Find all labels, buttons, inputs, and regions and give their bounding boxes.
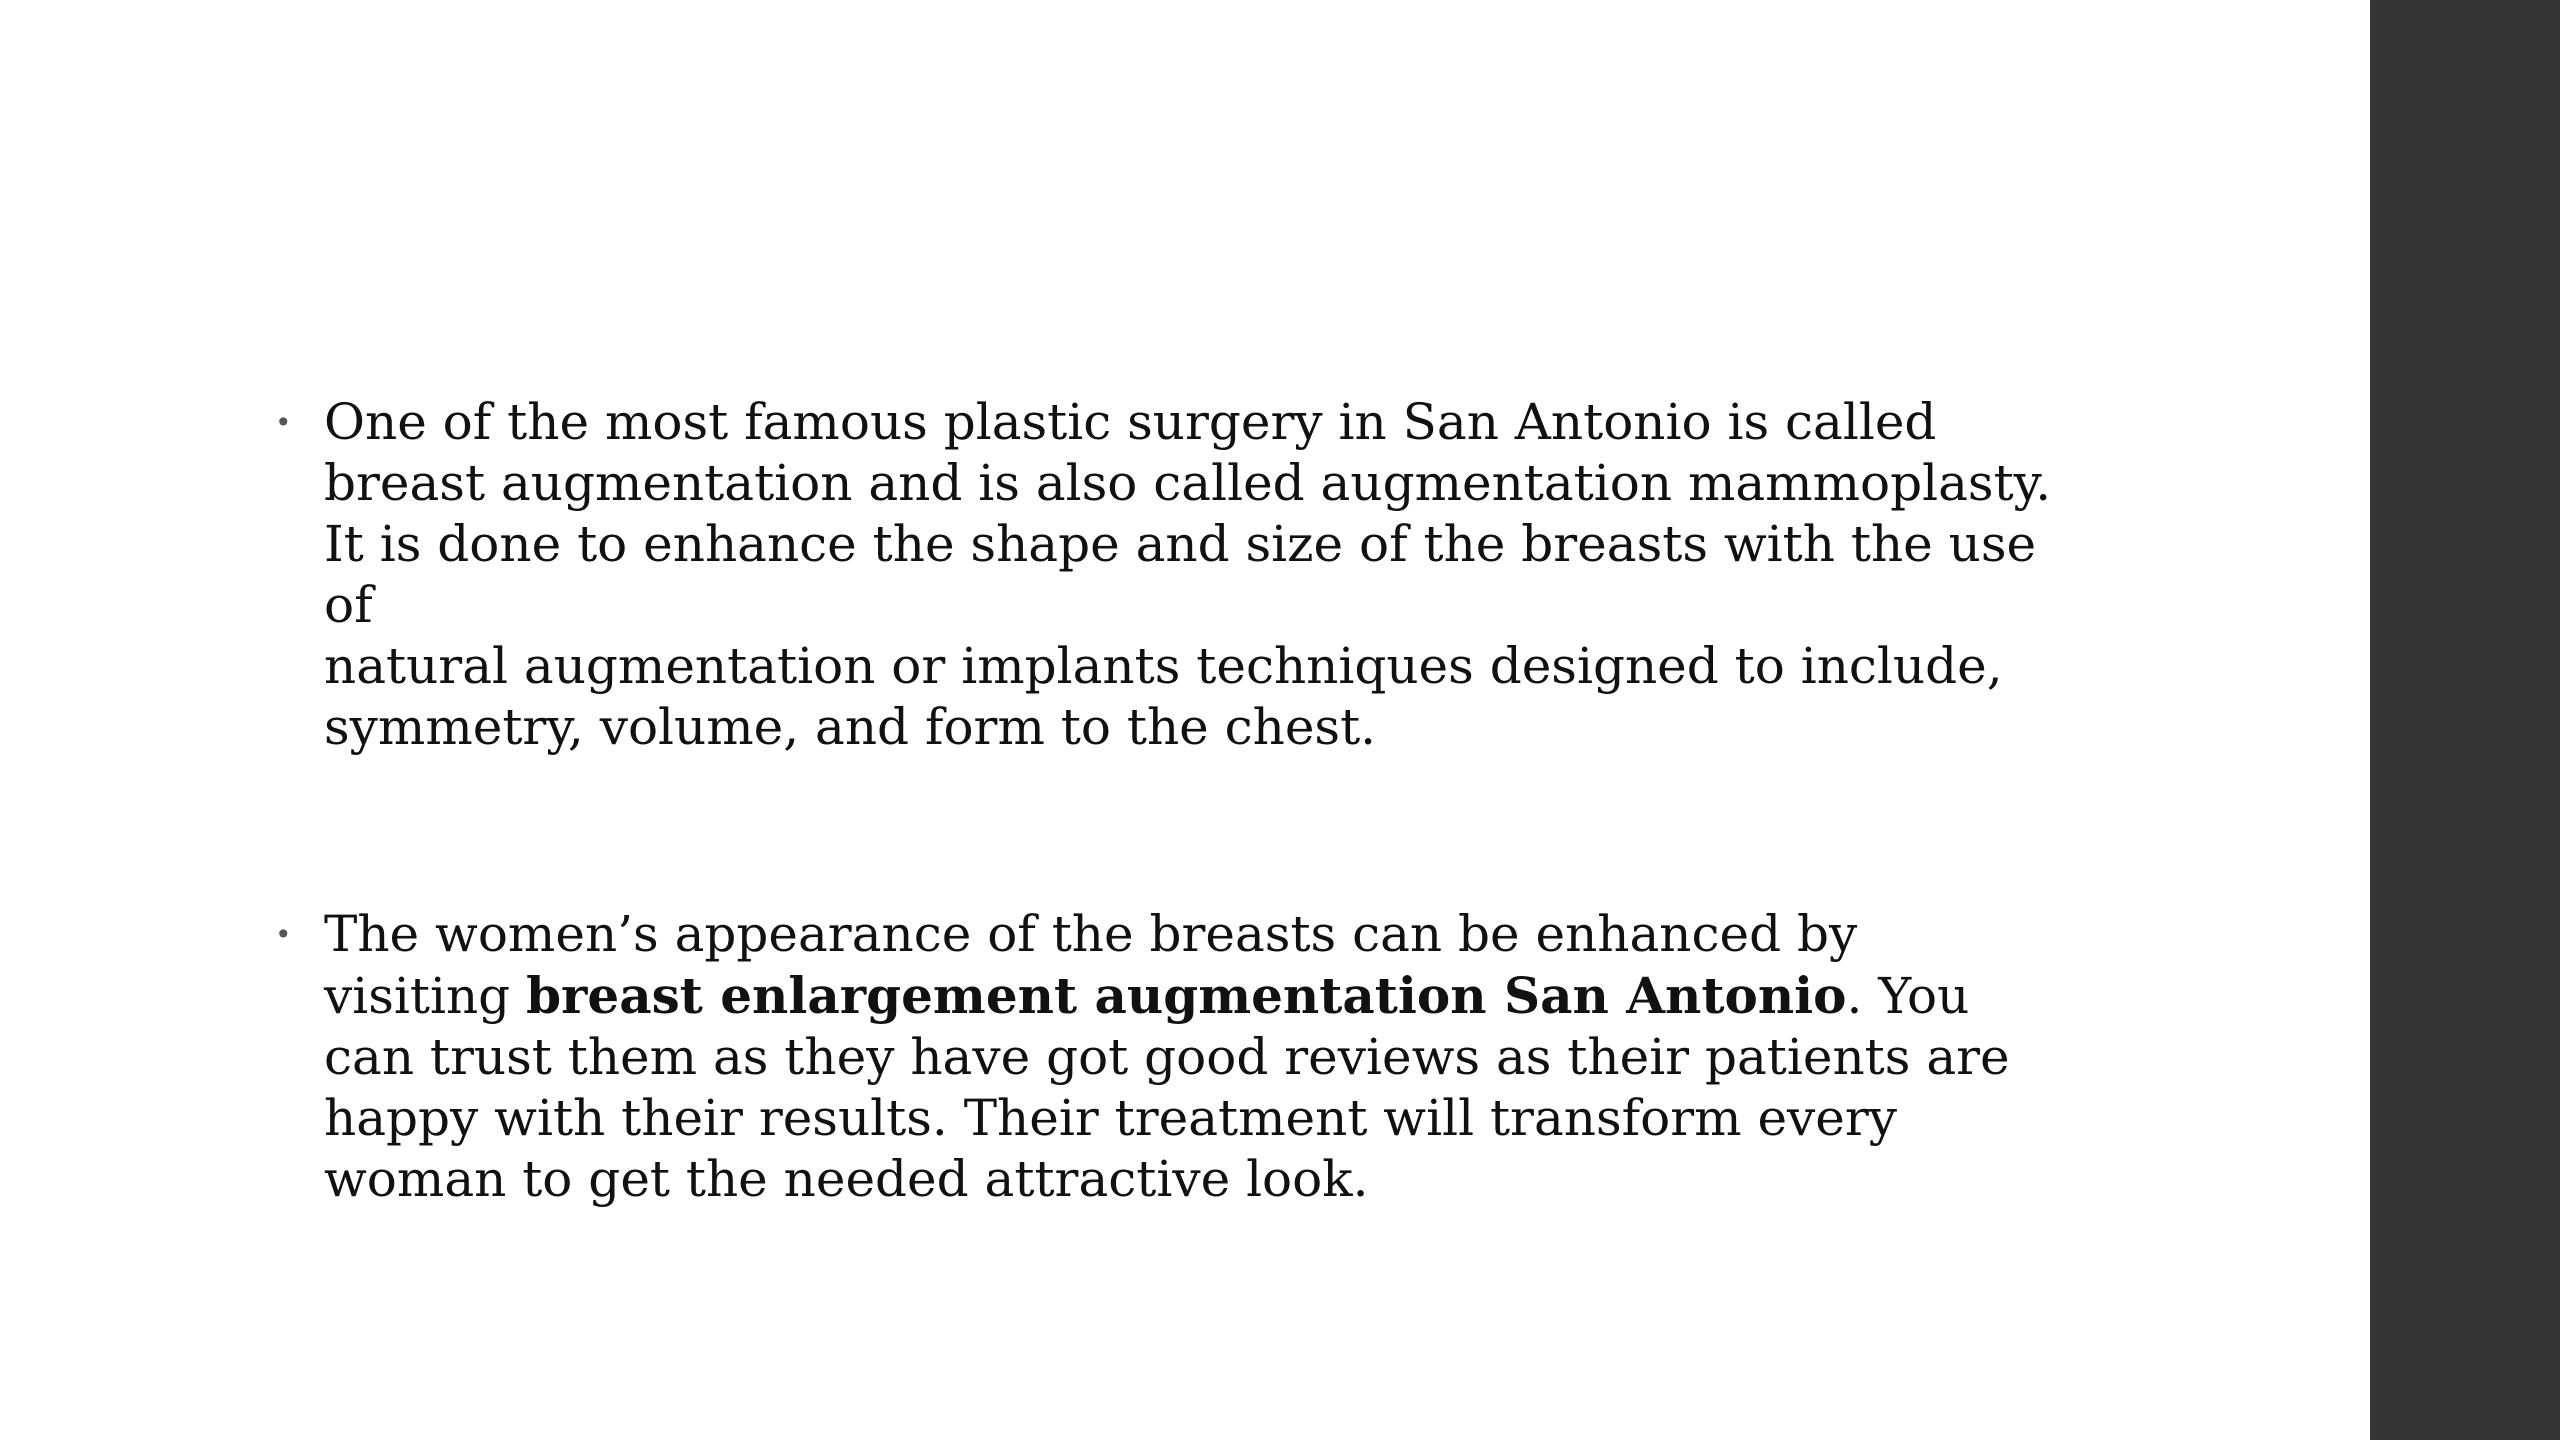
text-line [324,965,2095,1027]
text-line: symmetry, volume, and form to the chest. [324,698,1377,756]
bullet-item-1 [275,392,2095,758]
side-panel [2370,0,2560,1440]
text-line: happy with their results. Their treatment will transform every [324,1089,1898,1147]
bullet-marker: • [275,406,292,439]
bullet-item-2 [275,904,2095,1210]
text-line: woman to get the needed attractive look. [324,1150,1369,1208]
bullet-text-2 [324,904,2095,1210]
text-segment: . You [1846,967,1970,1025]
bullet-marker: • [275,918,292,951]
text-line: The women’s appearance of the breasts can be enhanced by [324,905,1858,963]
slide-content [275,392,2095,1210]
bold-keyword-link-text: breast enlargement augmentation San Antonio [526,966,1847,1025]
text-line: can trust them as they have got good reviews as their patients are [324,1028,2010,1086]
text-line: One of the most famous plastic surgery in San Antonio is called [324,393,1937,451]
text-line: natural augmentation or implants techniques designed to include, [324,637,2003,695]
text-segment: visiting [324,967,527,1025]
text-line: breast augmentation and is also called augmentation mammoplasty. [324,454,2052,512]
bullet-text-1 [324,392,2095,758]
text-line: It is done to enhance the shape and size of the breasts with the use of [324,515,2037,634]
